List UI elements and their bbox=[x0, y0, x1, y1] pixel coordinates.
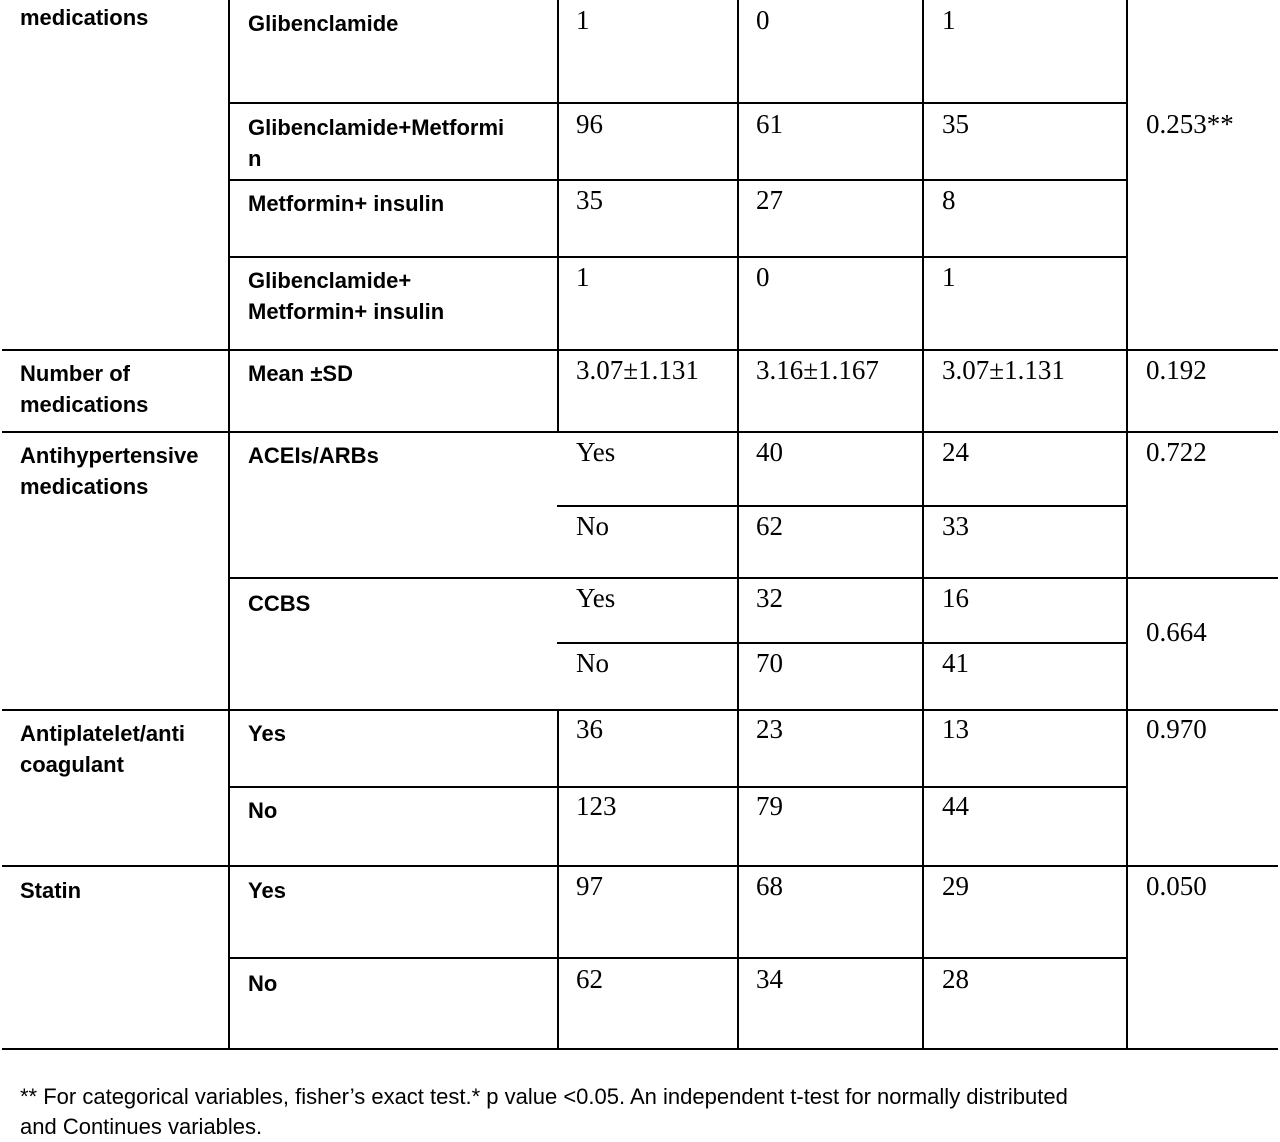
group2-value: 33 bbox=[942, 511, 969, 541]
item-label: Glibenclamide+Metformi bbox=[248, 115, 505, 140]
group2-value: 24 bbox=[942, 437, 969, 467]
group1-value: 32 bbox=[756, 583, 783, 613]
group1-value: 70 bbox=[756, 648, 783, 678]
footnote-line: and Continues variables. bbox=[20, 1114, 263, 1139]
item-label: Mean ±SD bbox=[248, 361, 353, 386]
group2-value: 3.07±1.131 bbox=[942, 355, 1065, 385]
row-divider bbox=[228, 577, 1278, 579]
group1-value: 62 bbox=[756, 511, 783, 541]
item-label: Yes bbox=[248, 878, 286, 903]
group-label: Antihypertensive bbox=[20, 443, 199, 468]
group2-value: 13 bbox=[942, 714, 969, 744]
group2-value: 29 bbox=[942, 871, 969, 901]
total-value: 35 bbox=[576, 185, 603, 215]
row-divider bbox=[2, 349, 1278, 351]
group-label: Statin bbox=[20, 878, 82, 903]
item-label: Yes bbox=[248, 721, 286, 746]
p-value: 0.192 bbox=[1146, 355, 1207, 385]
group1-value: 0 bbox=[756, 5, 770, 35]
col-divider-2 bbox=[557, 0, 559, 432]
group1-value: 68 bbox=[756, 871, 783, 901]
group2-value: 44 bbox=[942, 791, 969, 821]
p-value: 0.664 bbox=[1146, 617, 1207, 647]
table-bottom-border bbox=[2, 1048, 1278, 1050]
col-divider-3 bbox=[737, 0, 739, 1050]
group-label-wrap: medications bbox=[20, 392, 149, 417]
table-footnote bbox=[20, 1082, 1260, 1142]
row-divider bbox=[557, 505, 1128, 507]
row-divider bbox=[2, 709, 1278, 711]
group-label-wrap: coagulant bbox=[20, 752, 124, 777]
footnote-line: ** For categorical variables, fisher’s exact test.* p value <0.05. An independent t-test for normally distributed bbox=[20, 1084, 1068, 1109]
item-label: CCBS bbox=[248, 591, 311, 616]
group-label: Antiplatelet/anti bbox=[20, 721, 186, 746]
row-divider bbox=[228, 102, 1128, 104]
row-divider bbox=[2, 431, 1278, 433]
item-label: Glibenclamide bbox=[248, 11, 399, 36]
p-value: 0.253** bbox=[1146, 109, 1234, 139]
total-value: 123 bbox=[576, 791, 617, 821]
group1-value: 40 bbox=[756, 437, 783, 467]
total-value: 1 bbox=[576, 262, 590, 292]
group2-value: 41 bbox=[942, 648, 969, 678]
item-label: No bbox=[248, 971, 278, 996]
item-label-wrap: n bbox=[248, 146, 262, 171]
group1-value: 34 bbox=[756, 964, 783, 994]
row-divider bbox=[557, 642, 1128, 644]
col-divider-4 bbox=[922, 0, 924, 1050]
group1-value: 3.16±1.167 bbox=[756, 355, 879, 385]
group1-value: 79 bbox=[756, 791, 783, 821]
total-value: 1 bbox=[576, 5, 590, 35]
row-divider bbox=[228, 256, 1128, 258]
p-value: 0.722 bbox=[1146, 437, 1207, 467]
col-divider-5 bbox=[1126, 0, 1128, 1050]
no-label: No bbox=[576, 648, 609, 678]
item-label: No bbox=[248, 798, 278, 823]
group2-value: 1 bbox=[942, 5, 956, 35]
p-value: 0.050 bbox=[1146, 871, 1207, 901]
total-value: 36 bbox=[576, 714, 603, 744]
total-value: 96 bbox=[576, 109, 603, 139]
item-label: Glibenclamide+ bbox=[248, 268, 412, 293]
group-label-wrap: medications bbox=[20, 474, 149, 499]
group2-value: 1 bbox=[942, 262, 956, 292]
yes-label: Yes bbox=[576, 583, 616, 613]
total-value: 62 bbox=[576, 964, 603, 994]
row-divider bbox=[228, 179, 1128, 181]
group1-value: 61 bbox=[756, 109, 783, 139]
p-value: 0.970 bbox=[1146, 714, 1207, 744]
col-divider-2b bbox=[557, 710, 559, 1050]
group2-value: 28 bbox=[942, 964, 969, 994]
group1-value: 23 bbox=[756, 714, 783, 744]
group2-value: 35 bbox=[942, 109, 969, 139]
group1-value: 27 bbox=[756, 185, 783, 215]
col-divider-1 bbox=[228, 0, 230, 1050]
group1-value: 0 bbox=[756, 262, 770, 292]
row-divider bbox=[228, 786, 1128, 788]
item-label-wrap: Metformin+ insulin bbox=[248, 299, 445, 324]
group2-value: 16 bbox=[942, 583, 969, 613]
group2-value: 8 bbox=[942, 185, 956, 215]
row-divider bbox=[2, 865, 1278, 867]
total-value: 97 bbox=[576, 871, 603, 901]
item-label: Metformin+ insulin bbox=[248, 191, 445, 216]
row-divider bbox=[228, 957, 1128, 959]
total-value: 3.07±1.131 bbox=[576, 355, 699, 385]
item-label: ACEIs/ARBs bbox=[248, 443, 379, 468]
yes-label: Yes bbox=[576, 437, 616, 467]
no-label: No bbox=[576, 511, 609, 541]
group-label: medications bbox=[20, 5, 149, 30]
group-label: Number of bbox=[20, 361, 130, 386]
